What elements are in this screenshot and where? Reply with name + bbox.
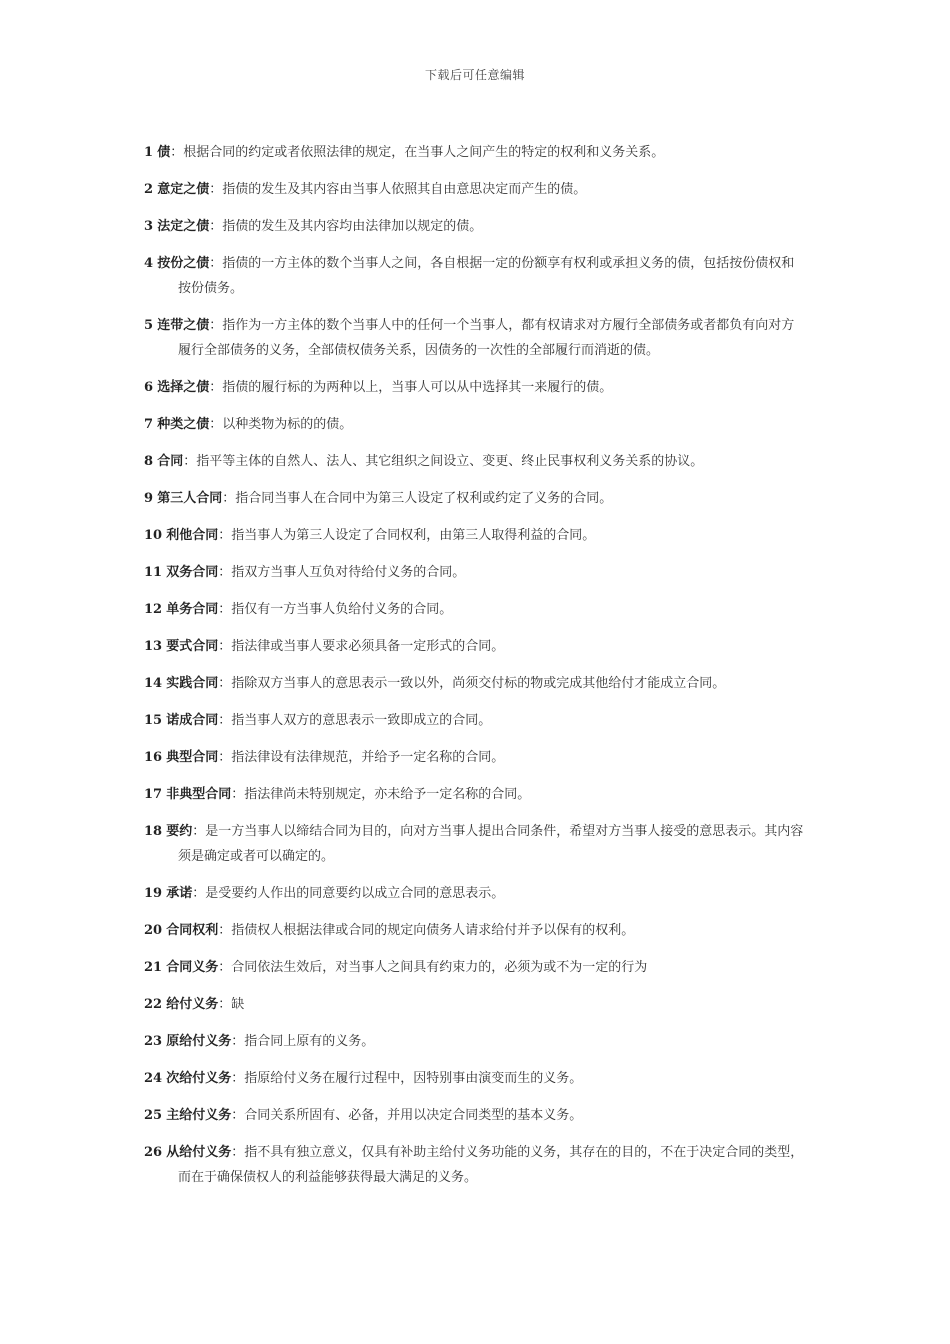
term-colon: ： [231, 1145, 245, 1160]
term-definition: 指除双方当事人的意思表示一致以外，尚须交付标的物或完成其他给付才能成立合同。 [231, 676, 726, 691]
term-item [144, 708, 804, 733]
term-name: 合同义务 [166, 960, 219, 975]
term-number: 21 [144, 960, 163, 975]
term-definition: 合同关系所固有、必备，并用以决定合同类型的基本义务。 [244, 1108, 583, 1123]
term-name: 要式合同 [166, 639, 219, 654]
term-number: 6 [144, 380, 154, 395]
term-number: 20 [144, 923, 163, 938]
term-colon: ： [231, 787, 245, 802]
term-name: 从给付义务 [166, 1145, 232, 1160]
term-colon: ： [218, 639, 232, 654]
term-definition: 指债权人根据法律或合同的规定向债务人请求给付并予以保有的权利。 [231, 923, 635, 938]
term-colon: ： [192, 886, 206, 901]
term-definition: 指法律设有法律规范，并给予一定名称的合同。 [231, 750, 505, 765]
term-name: 合同权利 [166, 923, 219, 938]
term-item [144, 1140, 804, 1190]
term-colon: ： [209, 318, 223, 333]
term-item [144, 313, 804, 363]
term-definition: 指平等主体的自然人、法人、其它组织之间设立、变更、终止民事权利义务关系的协议。 [196, 454, 704, 469]
term-colon: ： [218, 997, 232, 1012]
term-number: 9 [144, 491, 154, 506]
term-number: 14 [144, 676, 163, 691]
term-name: 实践合同 [166, 676, 219, 691]
term-number: 2 [144, 182, 154, 197]
term-number: 4 [144, 256, 154, 271]
term-item [144, 486, 804, 511]
term-item [144, 251, 804, 301]
term-number: 23 [144, 1034, 163, 1049]
term-number: 12 [144, 602, 163, 617]
term-definition: 根据合同的约定或者依照法律的规定，在当事人之间产生的特定的权利和义务关系。 [183, 145, 665, 160]
term-item [144, 634, 804, 659]
term-number: 8 [144, 454, 154, 469]
term-number: 16 [144, 750, 163, 765]
term-item [144, 819, 804, 869]
term-definition: 指债的一方主体的数个当事人之间，各自根据一定的份额享有权利或承担义务的债，包括按份债权和按份债务。 [178, 256, 795, 296]
term-number: 5 [144, 318, 154, 333]
term-colon: ： [218, 528, 232, 543]
term-definition: 指债的履行标的为两种以上，当事人可以从中选择其一来履行的债。 [222, 380, 613, 395]
term-item [144, 881, 804, 906]
term-colon: ： [209, 219, 223, 234]
term-definition: 缺 [231, 997, 245, 1012]
term-definition: 指法律或当事人要求必须具备一定形式的合同。 [231, 639, 505, 654]
term-item [144, 992, 804, 1017]
term-name: 典型合同 [166, 750, 219, 765]
term-definition: 指当事人双方的意思表示一致即成立的合同。 [231, 713, 492, 728]
term-definition: 指作为一方主体的数个当事人中的任何一个当事人，都有权请求对方履行全部债务或者都负有向对方履行全部债务的义务，全部债权债务关系，因债务的一次性的全部履行而消逝的债。 [178, 318, 795, 358]
term-colon: ： [218, 713, 232, 728]
term-definition: 指法律尚未特别规定，亦未给予一定名称的合同。 [244, 787, 531, 802]
term-item [144, 1103, 804, 1128]
term-number: 24 [144, 1071, 163, 1086]
page-header: 下载后可任意编辑 [424, 68, 525, 82]
term-name: 给付义务 [166, 997, 219, 1012]
term-definition: 是受要约人作出的同意要约以成立合同的意思表示。 [205, 886, 505, 901]
term-number: 7 [144, 417, 154, 432]
term-number: 22 [144, 997, 163, 1012]
term-item [144, 214, 804, 239]
term-definition: 指双方当事人互负对待给付义务的合同。 [231, 565, 466, 580]
term-item [144, 560, 804, 585]
term-definition: 是一方当事人以缔结合同为目的，向对方当事人提出合同条件，希望对方当事人接受的意思表示。其内容须是确定或者可以确定的。 [178, 824, 804, 864]
term-colon: ： [231, 1071, 245, 1086]
term-number: 17 [144, 787, 163, 802]
term-definition: 指当事人为第三人设定了合同权利，由第三人取得利益的合同。 [231, 528, 596, 543]
term-name: 双务合同 [166, 565, 219, 580]
term-number: 10 [144, 528, 163, 543]
term-colon: ： [209, 380, 223, 395]
term-colon: ： [218, 750, 232, 765]
term-colon: ： [192, 824, 206, 839]
term-definition: 合同依法生效后，对当事人之间具有约束力的，必须为或不为一定的行为 [231, 960, 648, 975]
term-colon: ： [231, 1108, 245, 1123]
term-number: 19 [144, 886, 163, 901]
term-item [144, 1029, 804, 1054]
term-number: 3 [144, 219, 154, 234]
term-name: 次给付义务 [166, 1071, 232, 1086]
term-definition: 指仅有一方当事人负给付义务的合同。 [231, 602, 453, 617]
term-colon: ： [170, 145, 184, 160]
term-item [144, 1066, 804, 1091]
term-definition: 指合同当事人在合同中为第三人设定了权利或约定了义务的合同。 [235, 491, 613, 506]
term-name: 种类之债 [157, 417, 210, 432]
term-colon: ： [231, 1034, 245, 1049]
term-name: 承诺 [166, 886, 193, 901]
term-item [144, 671, 804, 696]
term-definition: 以种类物为标的的债。 [222, 417, 353, 432]
term-name: 原给付义务 [166, 1034, 232, 1049]
term-item [144, 449, 804, 474]
term-name: 连带之债 [157, 318, 210, 333]
term-definition: 指债的发生及其内容由当事人依照其自由意思决定而产生的债。 [222, 182, 587, 197]
term-item [144, 177, 804, 202]
term-item [144, 140, 804, 165]
term-colon: ： [218, 923, 232, 938]
term-item [144, 375, 804, 400]
term-definition: 指不具有独立意义，仅具有补助主给付义务功能的义务，其存在的目的，不在于决定合同的类型，而在于确保债权人的利益能够获得最大满足的义务。 [178, 1145, 804, 1185]
term-name: 单务合同 [166, 602, 219, 617]
term-name: 法定之债 [157, 219, 210, 234]
term-item [144, 597, 804, 622]
term-number: 25 [144, 1108, 163, 1123]
term-number: 18 [144, 824, 163, 839]
term-name: 第三人合同 [157, 491, 223, 506]
term-name: 诺成合同 [166, 713, 219, 728]
term-name: 主给付义务 [166, 1108, 232, 1123]
term-number: 26 [144, 1145, 163, 1160]
term-name: 要约 [166, 824, 193, 839]
term-item [144, 523, 804, 548]
term-colon: ： [183, 454, 197, 469]
term-item [144, 412, 804, 437]
term-item [144, 782, 804, 807]
term-name: 合同 [157, 454, 184, 469]
term-number: 11 [144, 565, 163, 580]
term-item [144, 955, 804, 980]
term-colon: ： [218, 565, 232, 580]
term-item [144, 745, 804, 770]
term-colon: ： [218, 602, 232, 617]
term-colon: ： [218, 960, 232, 975]
term-name: 债 [157, 145, 171, 160]
term-colon: ： [218, 676, 232, 691]
term-number: 13 [144, 639, 163, 654]
term-name: 选择之债 [157, 380, 210, 395]
term-colon: ： [209, 417, 223, 432]
term-definition: 指合同上原有的义务。 [244, 1034, 375, 1049]
term-colon: ： [209, 182, 223, 197]
term-colon: ： [222, 491, 236, 506]
term-number: 1 [144, 145, 154, 160]
term-name: 非典型合同 [166, 787, 232, 802]
term-name: 利他合同 [166, 528, 219, 543]
term-name: 意定之债 [157, 182, 210, 197]
term-number: 15 [144, 713, 163, 728]
term-item [144, 918, 804, 943]
term-definition: 指原给付义务在履行过程中，因特别事由演变而生的义务。 [244, 1071, 583, 1086]
term-colon: ： [209, 256, 223, 271]
term-name: 按份之债 [157, 256, 210, 271]
term-list [144, 140, 804, 1202]
term-definition: 指债的发生及其内容均由法律加以规定的债。 [222, 219, 483, 234]
